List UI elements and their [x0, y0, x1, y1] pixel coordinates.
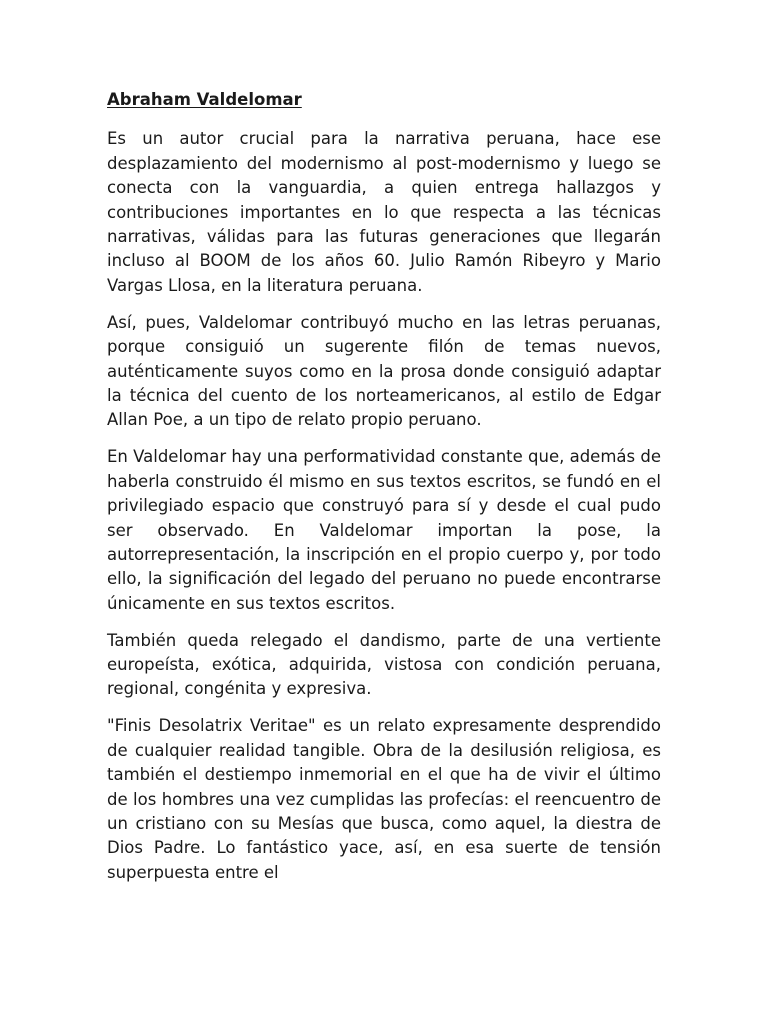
paragraph-finis-desolatrix: "Finis Desolatrix Veritae" es un relato expresamente desprendido de cualquier realidad tangible. Obra de la desilusión religiosa, es también el destiempo inmemorial en el que ha de vivir el último de los hombres una vez cumplidas las profecías: el reencuentro de un cristiano con su Mesías que busca, como aquel, la diestra de Dios Padre. Lo fantástico yace, así, en esa suerte de tensión superpuesta entre el — [107, 716, 661, 882]
paragraph-performativity: En Valdelomar hay una performatividad constante que, además de haberla construido él mismo en sus textos escritos, se fundó en el privilegiado espacio que construyó para sí y desde el cual pudo ser observado. En Valdelomar importan la pose, la autorrepresentación, la inscripción en el propio cuerpo y, por todo ello, la significación del legado del peruano no puede encontrarse únicamente en sus textos escritos. — [107, 447, 661, 613]
document-page — [107, 88, 661, 885]
paragraph-dandyism: También queda relegado el dandismo, parte de una vertiente europeísta, exótica, adquirida, vistosa con condición peruana, regional, congénita y expresiva. — [107, 630, 661, 699]
document-title: Abraham Valdelomar — [107, 90, 302, 109]
paragraph-intro: Es un autor crucial para la narrativa peruana, hace ese desplazamiento del modernismo al post-modernismo y luego se conecta con la vanguardia, a quien entrega hallazgos y contribuciones importantes en lo que respecta a las técnicas narrativas, válidas para las futuras generaciones que llegarán incluso al BOOM de los años 60. Julio Ramón Ribeyro y Mario Vargas Llosa, en la literatura peruana. — [107, 129, 661, 295]
paragraph-contribution: Así, pues, Valdelomar contribuyó mucho en las letras peruanas, porque consiguió un sugerente filón de temas nuevos, auténticamente suyos como en la prosa donde consiguió adaptar la técnica del cuento de los norteamericanos, al estilo de Edgar Allan Poe, a un tipo de relato propio peruano. — [107, 312, 661, 430]
